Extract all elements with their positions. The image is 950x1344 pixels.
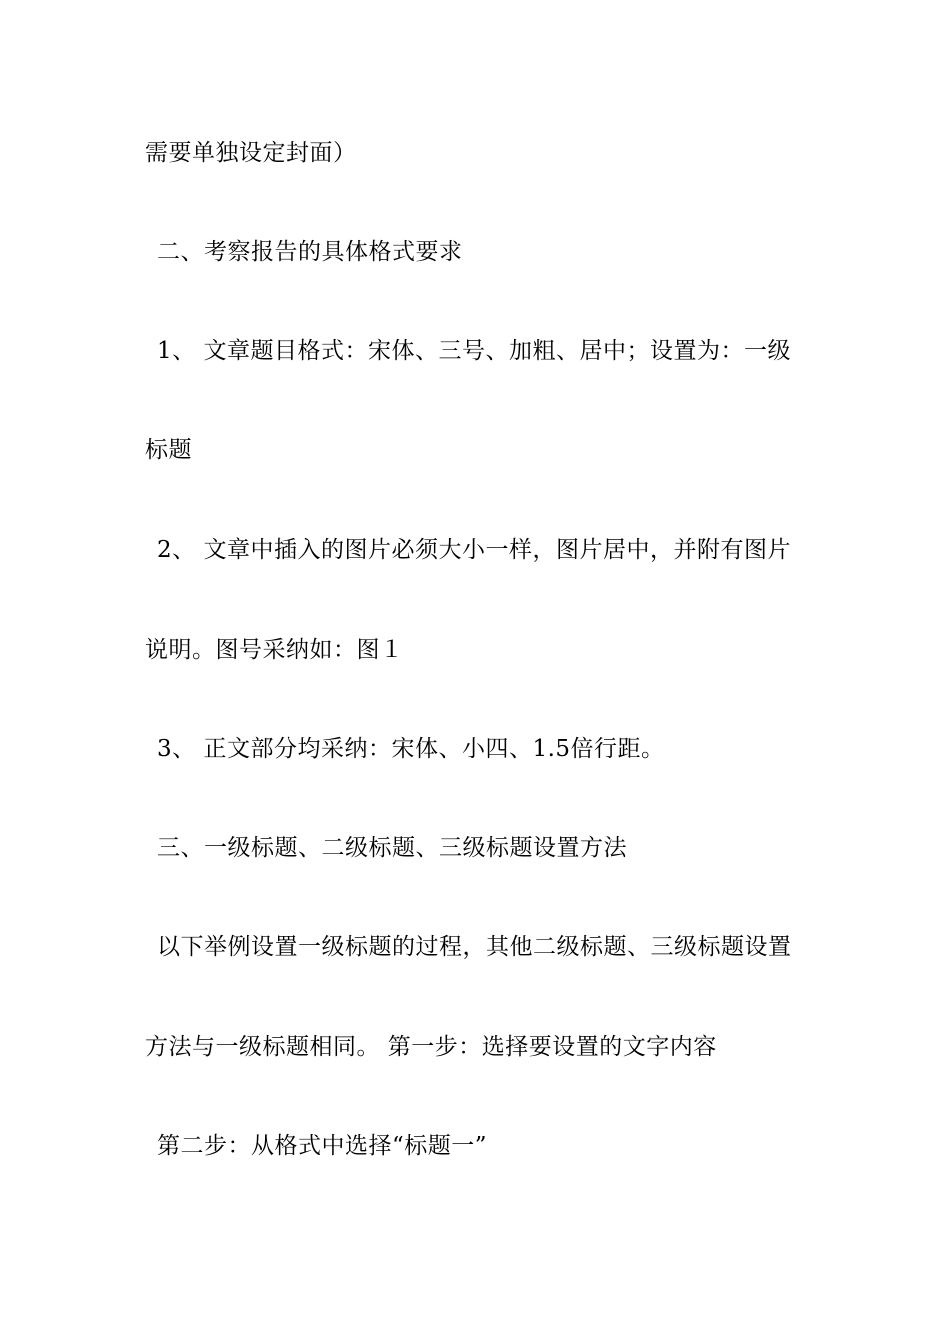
list-item: 1、 文章题目格式：宋体、三号、加粗、居中；设置为：一级	[157, 338, 791, 364]
list-item: 3、 正文部分均采纳：宋体、小四、1.5倍行距。	[157, 736, 665, 762]
list-item: 2、 文章中插入的图片必须大小一样，图片居中，并附有图片	[157, 537, 791, 563]
section-heading: 三、一级标题、二级标题、三级标题设置方法	[157, 835, 627, 861]
paragraph-line: 以下举例设置一级标题的过程，其他二级标题、三级标题设置	[157, 934, 792, 960]
paragraph-line: 需要单独设定封面）	[145, 140, 357, 166]
paragraph-line: 方法与一级标题相同。 第一步：选择要设置的文字内容	[145, 1034, 717, 1060]
section-heading: 二、考察报告的具体格式要求	[157, 239, 463, 265]
paragraph-line: 说明。图号采纳如：图１	[145, 637, 404, 663]
paragraph-line: 标题	[145, 437, 192, 463]
paragraph-line: 第二步：从格式中选择“标题一”	[157, 1133, 488, 1159]
